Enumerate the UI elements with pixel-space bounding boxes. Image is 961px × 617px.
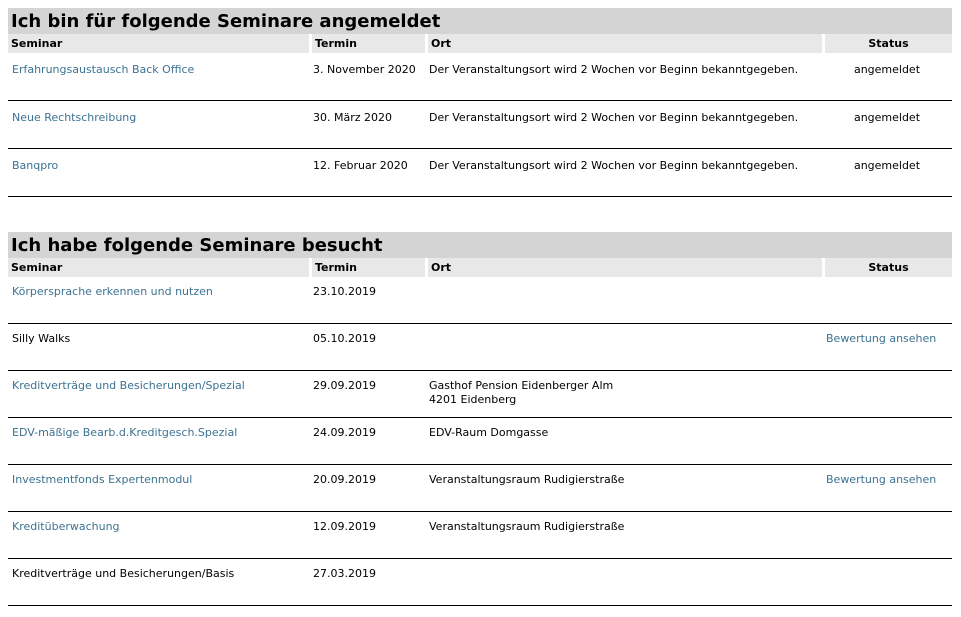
termin-cell: 3. November 2020 — [309, 53, 425, 101]
termin-cell: 20.09.2019 — [309, 465, 425, 512]
ort-cell: Der Veranstaltungsort wird 2 Wochen vor Beginn bekanntgegeben. — [425, 53, 822, 101]
status-cell — [822, 324, 952, 371]
seminar-link[interactable]: EDV-mäßige Bearb.d.Kreditgesch.Spezial — [12, 426, 238, 439]
registered-seminars-section — [8, 8, 952, 197]
ort-cell — [425, 465, 822, 512]
ort-cell: Der Veranstaltungsort wird 2 Wochen vor Beginn bekanntgegeben. — [425, 149, 822, 197]
seminar-link[interactable]: Kreditüberwachung — [12, 520, 120, 533]
attended-seminars-table — [8, 258, 952, 606]
seminar-link[interactable]: Neue Rechtschreibung — [12, 111, 137, 124]
ort-cell — [425, 559, 822, 606]
termin-cell: 12.09.2019 — [309, 512, 425, 559]
table-row — [8, 559, 952, 606]
termin-cell: 05.10.2019 — [309, 324, 425, 371]
column-header-seminar: Seminar — [8, 34, 309, 53]
ort-cell — [425, 371, 822, 418]
column-header-ort: Ort — [425, 34, 822, 53]
table-row — [8, 418, 952, 465]
status-cell — [822, 371, 952, 418]
table-header-row — [8, 258, 952, 277]
table-row — [8, 53, 952, 101]
ort-line: EDV-Raum Domgasse — [429, 426, 549, 439]
table-row — [8, 324, 952, 371]
seminar-name: Kreditverträge und Besicherungen/Basis — [12, 567, 235, 580]
status-cell: angemeldet — [822, 101, 952, 149]
ort-cell — [425, 418, 822, 465]
registered-seminars-table — [8, 34, 952, 197]
ort-line: Gasthof Pension Eidenberger Alm — [429, 379, 614, 392]
ort-line: Veranstaltungsraum Rudigierstraße — [429, 473, 625, 486]
column-header-termin: Termin — [309, 258, 425, 277]
termin-cell: 29.09.2019 — [309, 371, 425, 418]
status-cell — [822, 418, 952, 465]
column-header-status: Status — [822, 258, 952, 277]
table-row — [8, 465, 952, 512]
registered-section-title: Ich bin für folgende Seminare angemeldet — [8, 8, 952, 34]
column-header-termin: Termin — [309, 34, 425, 53]
ort-line-2: 4201 Eidenberg — [429, 393, 517, 406]
table-row — [8, 371, 952, 418]
ort-cell — [425, 277, 822, 324]
column-header-status: Status — [822, 34, 952, 53]
column-header-ort: Ort — [425, 258, 822, 277]
rating-link[interactable]: Bewertung ansehen — [826, 332, 937, 345]
status-cell — [822, 512, 952, 559]
termin-cell: 12. Februar 2020 — [309, 149, 425, 197]
attended-seminars-section — [8, 232, 952, 606]
status-cell: angemeldet — [822, 149, 952, 197]
attended-section-title: Ich habe folgende Seminare besucht — [8, 232, 952, 258]
seminar-link[interactable]: Investmentfonds Expertenmodul — [12, 473, 193, 486]
ort-cell — [425, 324, 822, 371]
seminar-name: Silly Walks — [12, 332, 71, 345]
ort-cell — [425, 512, 822, 559]
ort-line: Veranstaltungsraum Rudigierstraße — [429, 520, 625, 533]
table-header-row — [8, 34, 952, 53]
status-cell — [822, 277, 952, 324]
termin-cell: 24.09.2019 — [309, 418, 425, 465]
column-header-seminar: Seminar — [8, 258, 309, 277]
seminar-link[interactable]: Kreditverträge und Besicherungen/Spezial — [12, 379, 245, 392]
termin-cell: 30. März 2020 — [309, 101, 425, 149]
table-row — [8, 512, 952, 559]
termin-cell: 23.10.2019 — [309, 277, 425, 324]
table-row — [8, 101, 952, 149]
table-row — [8, 149, 952, 197]
status-cell — [822, 465, 952, 512]
status-cell: angemeldet — [822, 53, 952, 101]
table-row — [8, 277, 952, 324]
status-cell — [822, 559, 952, 606]
ort-cell: Der Veranstaltungsort wird 2 Wochen vor Beginn bekanntgegeben. — [425, 101, 822, 149]
seminar-link[interactable]: Banqpro — [12, 159, 59, 172]
rating-link[interactable]: Bewertung ansehen — [826, 473, 937, 486]
seminar-link[interactable]: Körpersprache erkennen und nutzen — [12, 285, 213, 298]
seminar-link[interactable]: Erfahrungsaustausch Back Office — [12, 63, 195, 76]
termin-cell: 27.03.2019 — [309, 559, 425, 606]
